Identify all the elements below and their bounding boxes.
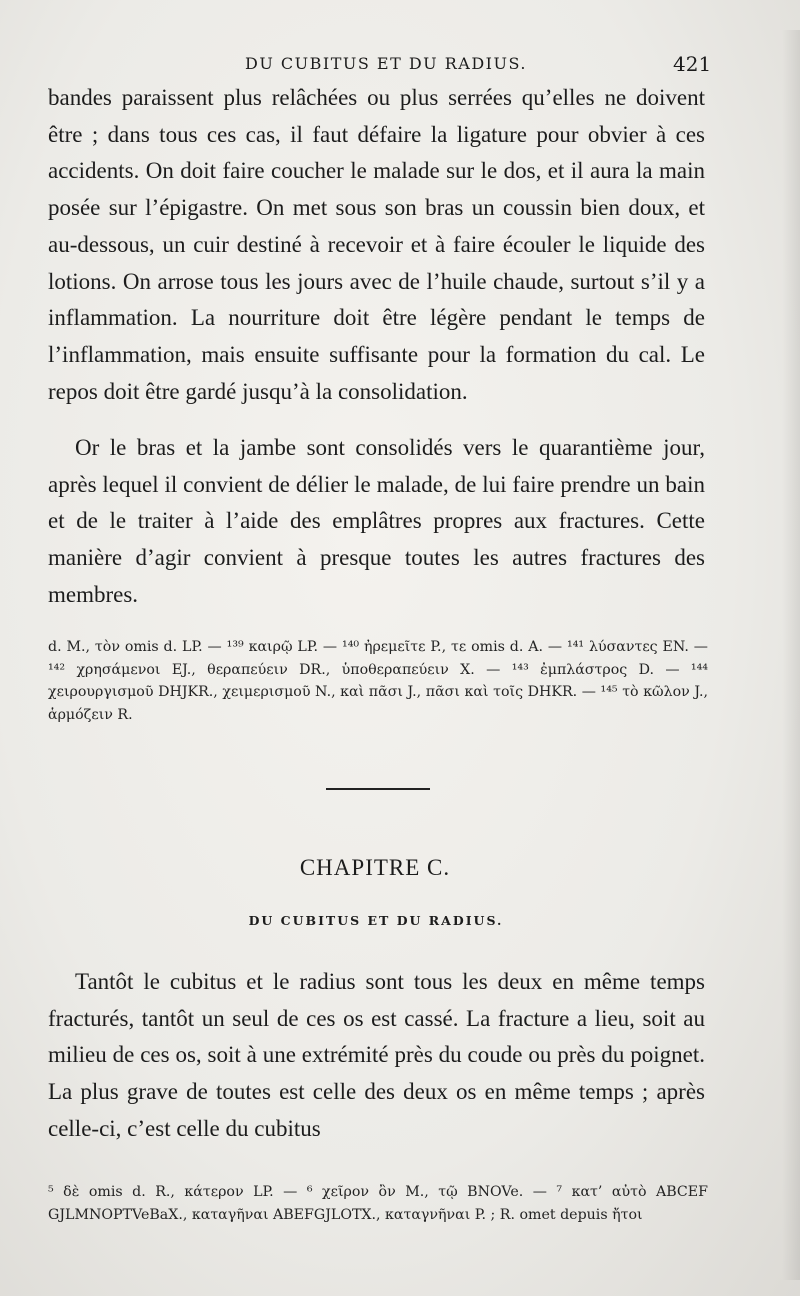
paragraph-chapter-c: Tantôt le cubitus et le radius sont tous les deux en même temps fracturés, tantôt un seul de ces os est cassé. La fracture a lieu, soit au milieu de ces os, soit à une extrémité près du coude ou près du poignet. La plus grave de toutes est celle des deux os en même temps ; après celle-ci, c’est celle du cubitus: [48, 969, 705, 1141]
running-title: DU CUBITUS ET DU RADIUS.: [245, 54, 527, 73]
section-divider: [326, 788, 430, 790]
page-edge-shadow: [782, 30, 800, 1280]
running-header: [0, 52, 800, 76]
chapter-subtitle: DU CUBITUS ET DU RADIUS.: [248, 913, 504, 928]
paragraph-consolidation: Or le bras et la jambe sont consolidés vers le quarantième jour, après lequel il convient de délier le malade, de lui faire prendre un bain et de le traiter à l’aide des emplâtres propres aux fractures. Cette manière d’agir convient à presque toutes les autres fractures des membres.: [48, 435, 705, 607]
page-number: 421: [673, 52, 712, 76]
chapter-title: CHAPITRE C.: [299, 855, 451, 880]
critical-apparatus-bottom: ⁵ δὲ omis d. R., κάτερον LP. — ⁶ χεῖρον ὂν M., τῷ BNOVe. — ⁷ κατ’ αὐτὸ ABCEF GJLMNOPTVeBaX., καταγῆναι ABEFGJLOTX., καταγνῆναι P. ; R. omet depuis ἤτοι: [48, 1184, 708, 1223]
paragraph-continuation: bandes paraissent plus relâchées ou plus serrées qu’elles ne doivent être ; dans tous ces cas, il faut défaire la ligature pour obvier à ces accidents. On doit faire coucher le malade sur le dos, et il aura la main posée sur l’épigastre. On met sous son bras un coussin bien doux, et au-dessous, un cuir destiné à recevoir et à faire écouler le liquide des lotions. On arrose tous les jours avec de l’huile chaude, surtout s’il y a inflammation. La nourriture doit être légère pendant le temps de l’inflammation, mais ensuite suffisante pour la formation du cal. Le repos doit être gardé jusqu’à la consolidation.: [48, 85, 705, 404]
critical-apparatus-top: d. M., τὸν omis d. LP. — ¹³⁹ καιρῷ LP. — ¹⁴⁰ ἠρεμεῖτε P., τε omis d. A. — ¹⁴¹ λύσαντες EN. — ¹⁴² χρησάμενοι EJ., θεραπεύειν DR., ὑποθεραπεύειν X. — ¹⁴³ ἐμπλάστρος D. — ¹⁴⁴ χειρουργισμοῦ DHJKR., χειμερισμοῦ N., καὶ πᾶσι J., πᾶσι καὶ τοῖς DHKR. — ¹⁴⁵ τὸ κῶλον J., ἁρμόζειν R.: [48, 639, 708, 723]
